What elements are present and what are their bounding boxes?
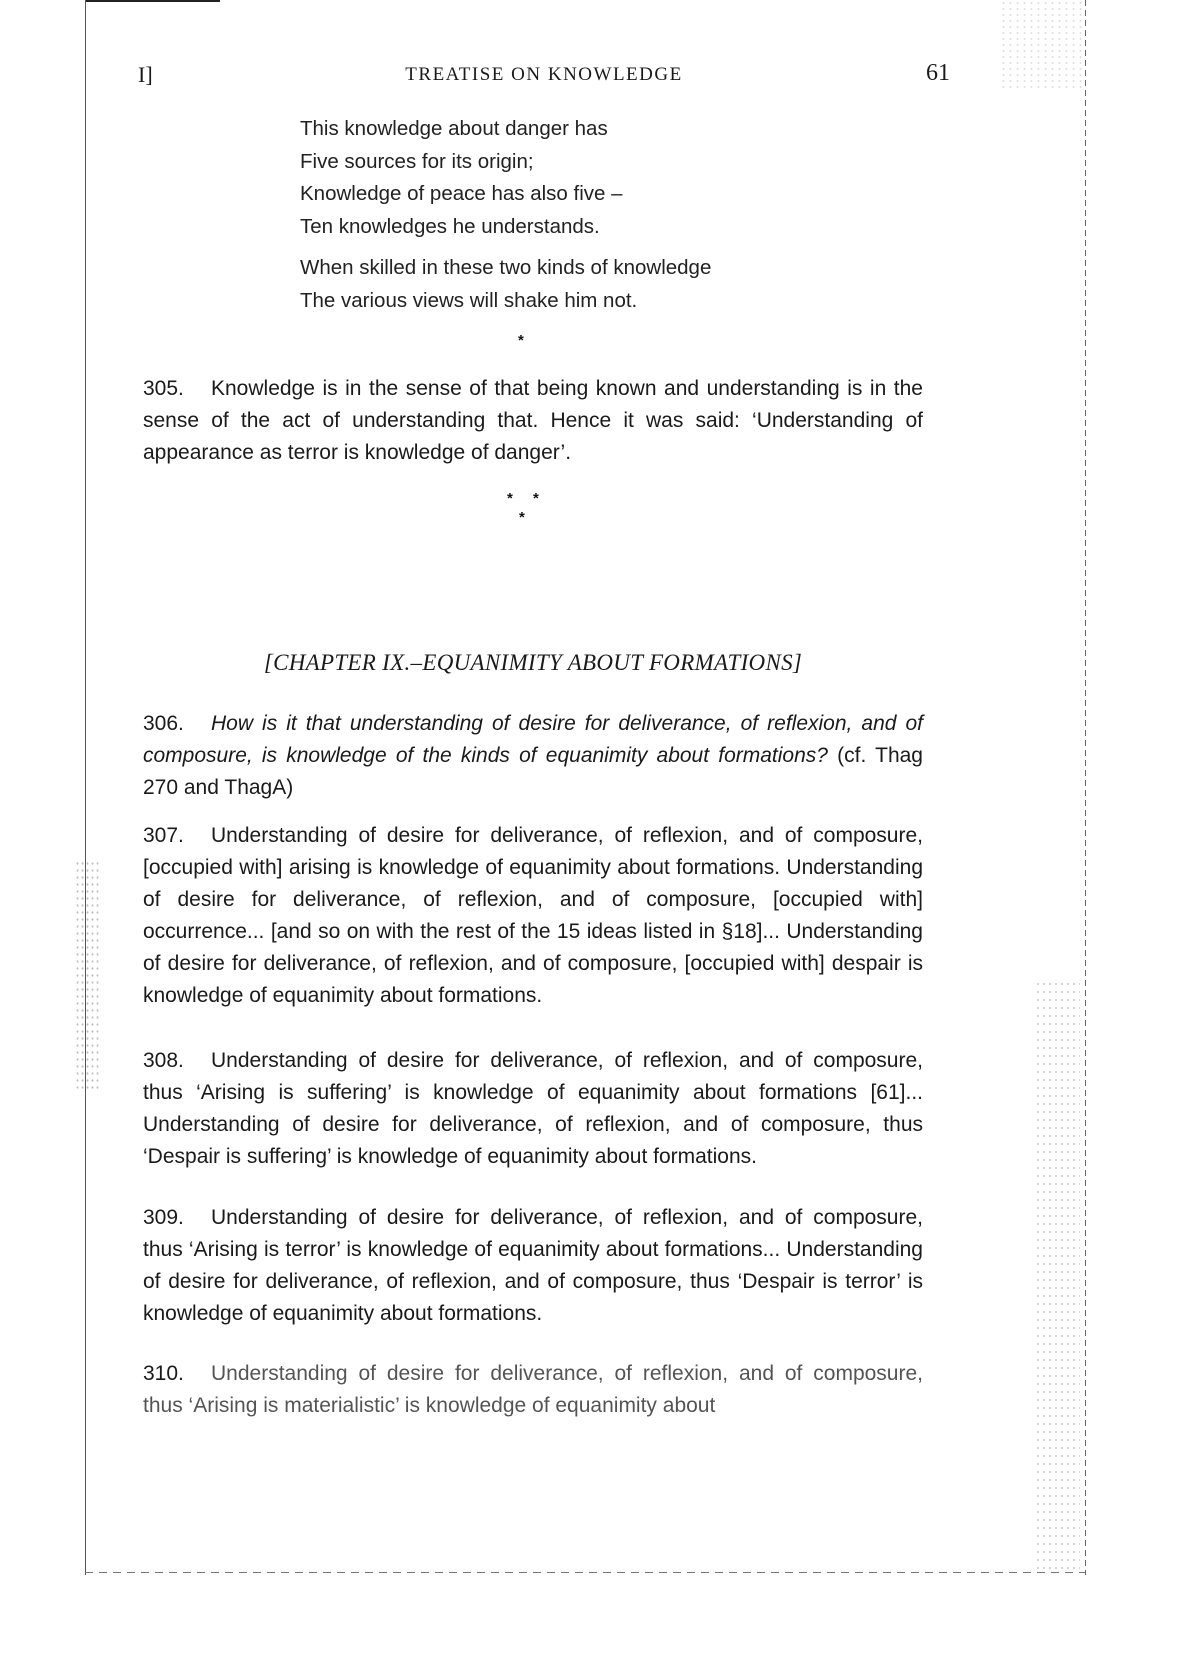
paragraph-number: 310.: [143, 1362, 184, 1385]
paragraph-text: Understanding of desire for deliverance, of reflexion, and of composure, thus ‘Arising is terror’ is knowledge of equanimity about formations... Understanding of desire for deliverance, of reflexion, and of composure, thus ‘Despair is terror’ is knowledge of equanimity about formations.: [143, 1206, 923, 1325]
paragraph-number: 309.: [143, 1206, 184, 1229]
verse-line: Knowledge of peace has also five –: [300, 182, 623, 205]
scan-noise: [75, 860, 99, 1090]
chapter-heading: [CHAPTER IX.–EQUANIMITY ABOUT FORMATIONS]: [263, 650, 803, 675]
page-header: [138, 58, 950, 94]
section-separator-star: *: [518, 332, 524, 349]
page-number: 61: [926, 60, 950, 86]
scan-border-bottom: [85, 1572, 1085, 1573]
verse-line: When skilled in these two kinds of knowledge: [300, 256, 712, 279]
scan-border-top: [85, 0, 220, 2]
verse-line: This knowledge about danger has: [300, 117, 608, 140]
scan-border-right: [1085, 0, 1086, 1575]
paragraph-number: 308.: [143, 1049, 184, 1072]
paragraph-number: 305.: [143, 377, 184, 400]
verse-stanza: [300, 113, 623, 243]
paragraph-number: 307.: [143, 824, 184, 847]
paragraph-text: Understanding of desire for deliverance, of reflexion, and of composure, thus ‘Arising is materialistic’ is knowledge of equanimity about: [143, 1362, 923, 1417]
verse-line: Five sources for its origin;: [300, 149, 534, 173]
paragraph-question: How is it that understanding of desire for deliverance, of reflexion, and of composure, is knowledge of the kinds of equanimity about formations?: [143, 712, 923, 767]
paragraph-309: [143, 1202, 923, 1330]
section-separator-star: *: [519, 509, 525, 526]
scan-noise: [1000, 0, 1085, 90]
paragraph-307: [143, 820, 923, 1012]
paragraph-text: Understanding of desire for deliverance, of reflexion, and of composure, thus ‘Arising is suffering’ is knowledge of equanimity about formations [61]... Understanding of desire for deliverance, of reflexion, and of composure, thus ‘Despair is suffering’ is knowledge of equanimity about formations.: [143, 1049, 923, 1168]
running-title: TREATISE ON KNOWLEDGE: [405, 64, 683, 85]
verse-line: Ten knowledges he understands.: [300, 214, 600, 238]
section-separator-star: *: [533, 490, 539, 507]
paragraph-305: [143, 373, 923, 469]
paragraph-308: [143, 1045, 923, 1173]
verse-stanza: [300, 252, 711, 317]
chapter-mark: I]: [138, 62, 153, 87]
scan-border-left: [85, 0, 86, 1575]
paragraph-306: [143, 708, 923, 804]
paragraph-text: Knowledge is in the sense of that being known and understanding is in the sense of the act of understanding that. Hence it was said: ‘Understanding of appearance as terror is knowledge of danger’.: [143, 377, 923, 464]
paragraph-text: Understanding of desire for deliverance, of reflexion, and of composure, [occupied with] arising is knowledge of equanimity about formations. Understanding of desire for deliverance, of reflexion, and of composure, [occupied with] occurrence... [and so on with the rest of the 15 ideas listed in §18]... Understanding of desire for deliverance, of reflexion, and of composure, [occupied with] despair is knowledge of equanimity about formations.: [143, 824, 923, 1007]
verse-line: The various views will shake him not.: [300, 288, 638, 312]
paragraph-number: 306.: [143, 712, 184, 735]
paragraph-reference: (cf. Thag 270 and ThagA): [143, 744, 923, 799]
scan-noise: [1035, 980, 1080, 1570]
paragraph-310: [143, 1358, 923, 1422]
section-separator-star: *: [507, 490, 513, 507]
